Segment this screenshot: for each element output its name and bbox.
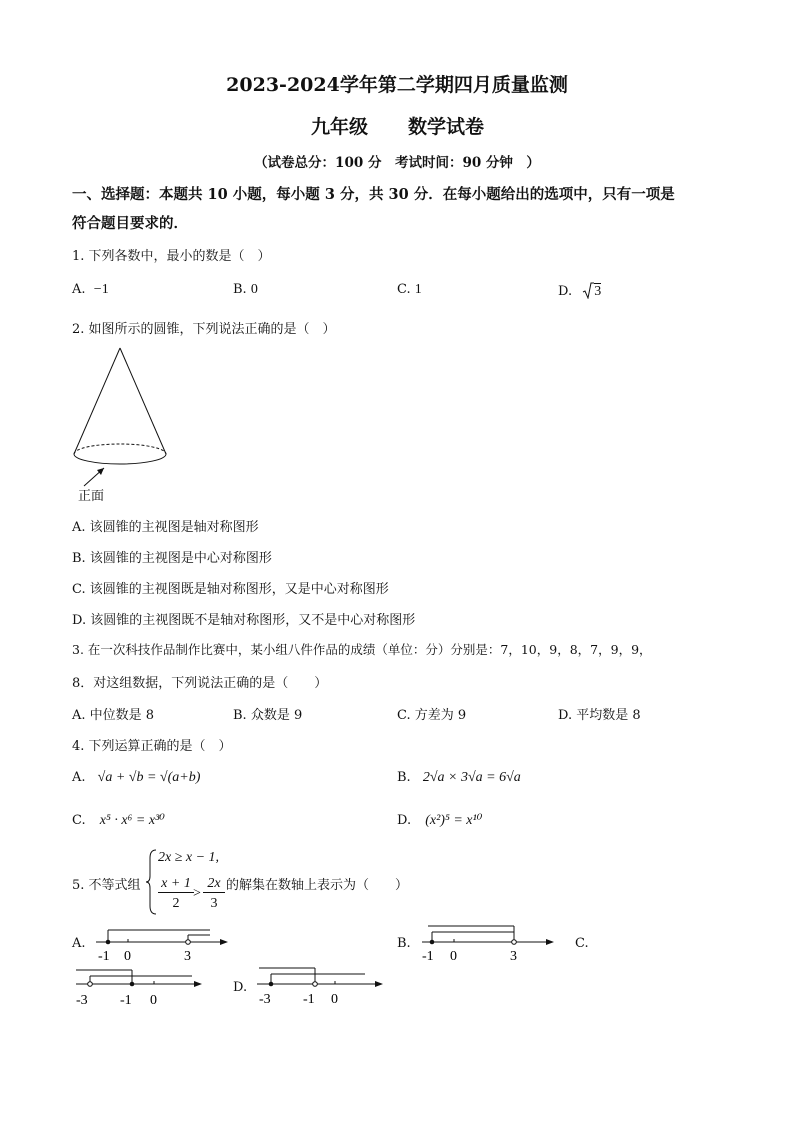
q2-option-b[interactable]: [72, 547, 272, 566]
q3-option-c[interactable]: [397, 704, 466, 723]
ineq2-left-numerator: x + 1: [158, 876, 194, 893]
option-label: B.: [233, 282, 247, 297]
q2-option-c[interactable]: [72, 578, 389, 597]
q4-option-c[interactable]: [72, 812, 165, 829]
tick-label: 0: [150, 993, 157, 1008]
q3-option-a[interactable]: [72, 704, 154, 723]
q1-option-c[interactable]: [397, 282, 422, 298]
option-label: C.: [72, 582, 86, 597]
tick-label: -1: [120, 993, 132, 1008]
option-label: C.: [575, 936, 589, 951]
q3-option-b[interactable]: [233, 704, 302, 723]
option-label: B.: [233, 708, 247, 723]
option-text: 平均数是 8: [576, 708, 641, 723]
q5-option-a[interactable]: [72, 936, 86, 951]
exam-title: 2023-2024学年第二学期四月质量监测: [226, 74, 568, 96]
option-label: C.: [72, 813, 86, 828]
option-text: 0: [250, 282, 258, 297]
ineq2-left-denominator: 2: [172, 896, 180, 911]
option-expression: (x²)⁵ = x¹⁰: [425, 813, 483, 828]
option-label: B.: [397, 936, 411, 951]
number-line-a: [92, 924, 234, 964]
q5-option-d[interactable]: [233, 980, 247, 995]
option-text: 中位数是 8: [89, 708, 155, 723]
q1-option-a[interactable]: [72, 282, 109, 298]
option-expression: x⁵ · x⁶ = x³⁰: [99, 813, 165, 828]
option-expression: 2√a × 3√a = 6√a: [422, 770, 521, 785]
option-text: 3: [594, 284, 602, 299]
option-label: A.: [72, 936, 86, 951]
tick-label: -1: [422, 949, 434, 964]
section-heading-line2: 符合题目要求的．: [72, 215, 188, 232]
option-label: D.: [72, 613, 87, 628]
number-line-b: [418, 922, 560, 964]
exam-info: （试卷总分：100 分 考试时间：90 分钟 ）: [254, 155, 540, 171]
option-text: 该圆锥的主视图是中心对称图形: [89, 551, 272, 566]
option-text: 1: [414, 282, 422, 297]
option-text: 该圆锥的主视图既不是轴对称图形，又不是中心对称图形: [90, 613, 416, 628]
option-label: B.: [397, 770, 411, 785]
question-2-stem: 2. 如图所示的圆锥，下列说法正确的是（ ）: [72, 322, 336, 337]
inequality-1: 2x ≥ x − 1,: [158, 850, 220, 865]
tick-label: 3: [184, 949, 191, 964]
sqrt-icon: [582, 282, 594, 299]
option-text: −1: [93, 282, 109, 297]
option-label: C.: [397, 282, 411, 297]
question-5-stem-prefix: 5. 不等式组: [72, 878, 141, 893]
tick-label: 3: [510, 949, 517, 964]
tick-label: -1: [303, 992, 315, 1007]
option-label: A.: [72, 708, 86, 723]
tick-label: 0: [450, 949, 457, 964]
ineq2-right-denominator: 3: [210, 896, 218, 911]
tick-label: 0: [331, 992, 338, 1007]
tick-label: -3: [259, 992, 271, 1007]
question-4-stem: 4. 下列运算正确的是（ ）: [72, 739, 232, 754]
option-label: D.: [558, 284, 573, 299]
q4-option-a[interactable]: [72, 770, 200, 786]
q5-option-c[interactable]: [575, 936, 589, 951]
question-3-stem-line2: 8．对这组数据，下列说法正确的是（ ）: [72, 676, 328, 691]
question-3-stem-line1: 3. 在一次科技作品制作比赛中，某小组八件作品的成绩（单位：分）分别是：7，10，9，8，7，9，9，: [72, 642, 652, 657]
option-text: 该圆锥的主视图是轴对称图形: [89, 520, 259, 535]
q1-option-d[interactable]: [558, 282, 601, 300]
q5-option-b[interactable]: [397, 936, 411, 951]
option-label: D.: [397, 813, 412, 828]
tick-label: 0: [124, 949, 131, 964]
ineq2-right-numerator: 2x: [203, 876, 225, 893]
question-5-stem-suffix: 的解集在数轴上表示为（ ）: [226, 878, 409, 893]
q3-option-d[interactable]: [558, 704, 641, 723]
q1-option-b[interactable]: [233, 282, 258, 298]
option-label: B.: [72, 551, 86, 566]
grade-label: 九年级: [311, 116, 369, 138]
option-text: 该圆锥的主视图既是轴对称图形，又是中心对称图形: [89, 582, 389, 597]
cone-front-label: 正面: [78, 489, 105, 504]
option-label: A.: [72, 282, 86, 297]
option-label: A.: [72, 520, 86, 535]
option-text: 众数是 9: [250, 708, 303, 723]
ineq2-relation: >: [193, 886, 201, 901]
number-line-d: [255, 964, 389, 1008]
q4-option-b[interactable]: [397, 770, 521, 786]
option-label: D.: [558, 708, 573, 723]
option-label: C.: [397, 708, 411, 723]
option-text: 方差为 9: [414, 708, 467, 723]
cone-figure: [66, 344, 176, 504]
option-expression: √a + √b = √(a+b): [97, 770, 201, 785]
q4-option-d[interactable]: [397, 812, 482, 829]
subject-label: 数学试卷: [408, 116, 485, 138]
tick-label: -3: [76, 993, 88, 1008]
q2-option-a[interactable]: [72, 516, 259, 535]
number-line-c: [74, 966, 208, 1008]
option-label: D.: [233, 980, 248, 995]
q2-option-d[interactable]: [72, 609, 415, 628]
left-brace-icon: [146, 848, 158, 916]
question-1-stem: 1. 下列各数中，最小的数是（ ）: [72, 249, 271, 264]
option-label: A.: [72, 770, 86, 785]
section-heading-line1: 一、选择题：本题共 10 小题，每小题 3 分，共 30 分．在每小题给出的选项中，只有一项是: [72, 186, 675, 203]
tick-label: -1: [98, 949, 110, 964]
